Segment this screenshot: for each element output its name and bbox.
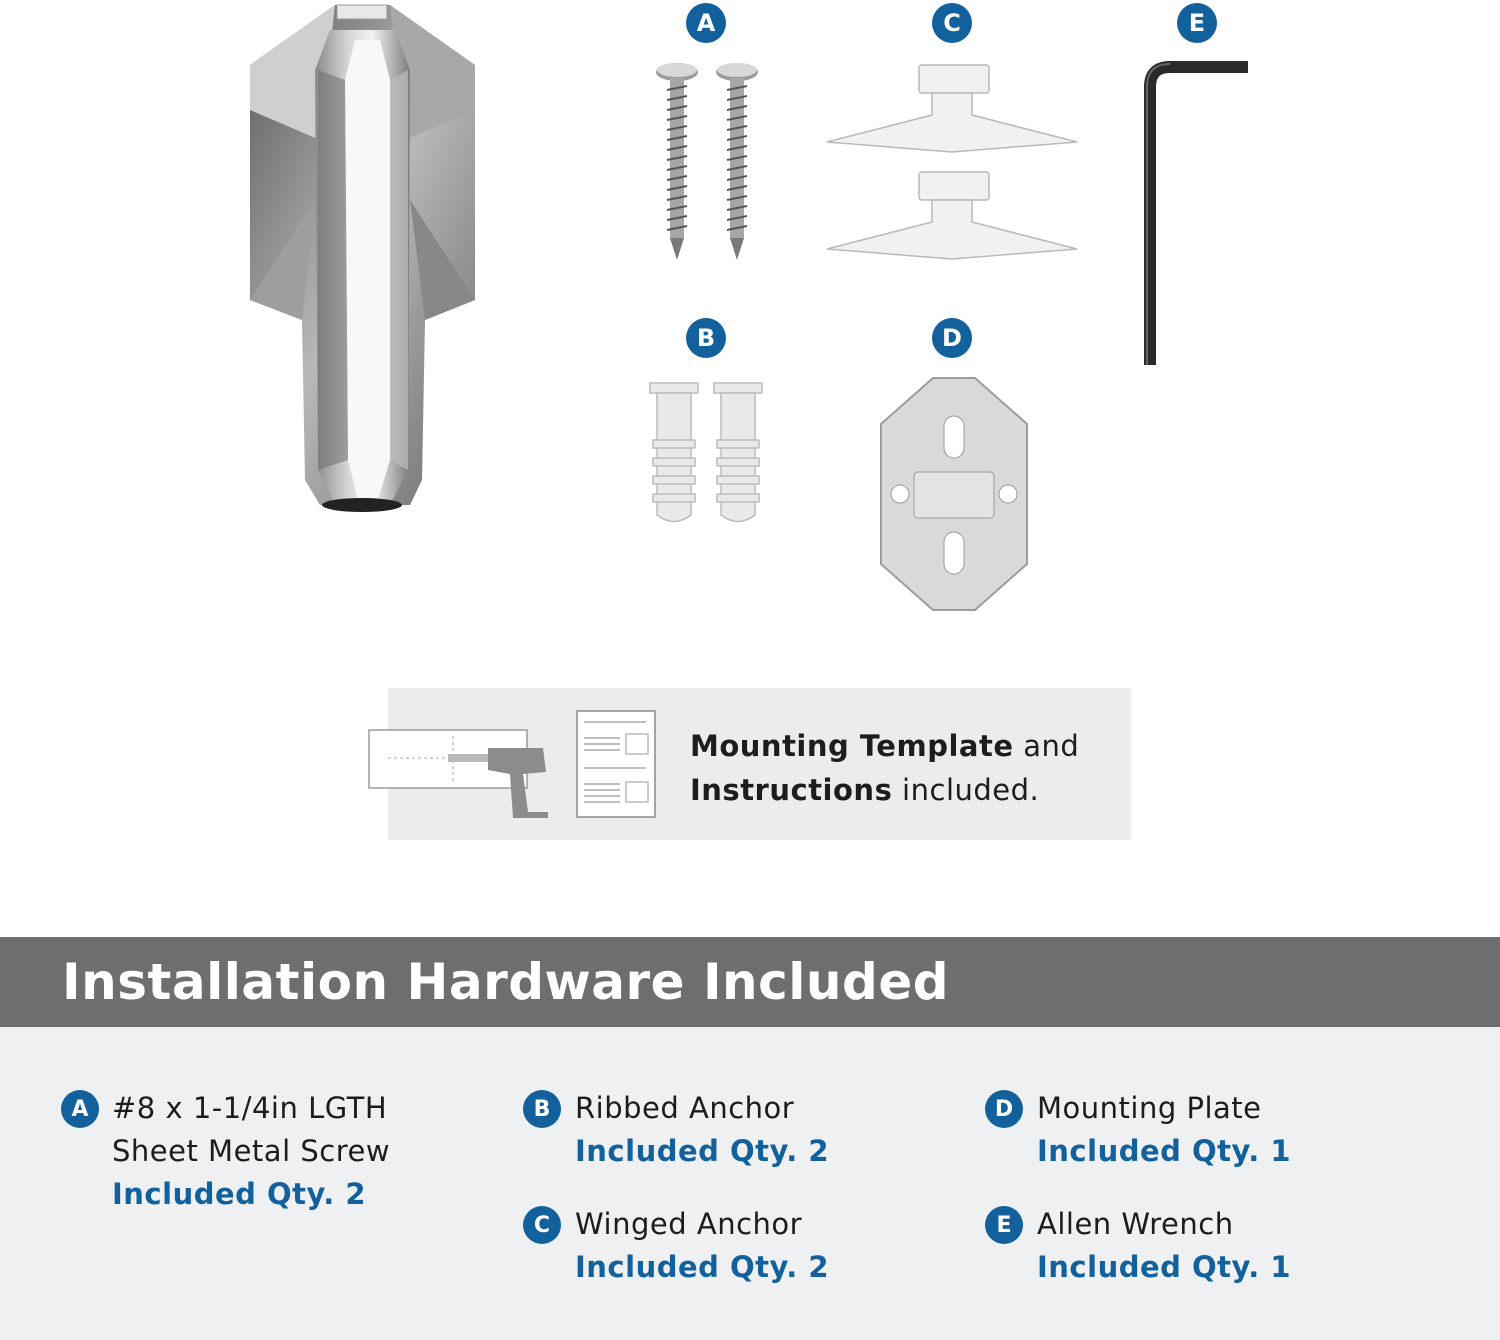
- item-name: Mounting Plate: [1037, 1091, 1262, 1125]
- item-name-line-1: #8 x 1-1/4in LGTH: [112, 1091, 388, 1125]
- template-note: [690, 724, 1110, 812]
- item-qty: Included Qty. 2: [575, 1134, 830, 1168]
- allen-wrench-image: [1140, 55, 1255, 370]
- item-qty: Included Qty. 1: [1037, 1134, 1292, 1168]
- section-title: Installation Hardware Included: [62, 953, 950, 1011]
- drill-icon: [368, 712, 553, 822]
- item-name: Ribbed Anchor: [575, 1091, 795, 1125]
- screw-image: [650, 60, 765, 265]
- part-badge-b: B: [686, 318, 726, 358]
- list-badge-a: A: [61, 1090, 99, 1128]
- list-item-screw: [112, 1087, 390, 1216]
- list-item-allen-wrench: [1037, 1203, 1291, 1289]
- instructions-document-icon: [576, 710, 658, 820]
- part-badge-c: C: [932, 3, 972, 43]
- item-name: Allen Wrench: [1037, 1207, 1234, 1241]
- ribbed-anchor-image: [645, 380, 767, 530]
- template-text-2: included.: [892, 773, 1040, 807]
- mounting-plate-image: [878, 376, 1030, 612]
- list-badge-c: C: [523, 1206, 561, 1244]
- list-item-mounting-plate: [1037, 1087, 1291, 1173]
- item-name-line-2: Sheet Metal Screw: [112, 1134, 391, 1168]
- winged-anchor-image: [822, 60, 1082, 265]
- template-bold-2: Instructions: [690, 773, 893, 807]
- list-item-winged-anchor: [575, 1203, 829, 1289]
- part-badge-d: D: [932, 318, 972, 358]
- template-bold-1: Mounting Template: [690, 729, 1014, 763]
- list-badge-e: E: [985, 1206, 1023, 1244]
- item-name: Winged Anchor: [575, 1207, 803, 1241]
- item-qty: Included Qty. 1: [1037, 1250, 1292, 1284]
- item-qty: Included Qty. 2: [575, 1250, 830, 1284]
- item-qty: Included Qty. 2: [112, 1177, 367, 1211]
- template-text-1: and: [1013, 729, 1080, 763]
- list-badge-b: B: [523, 1090, 561, 1128]
- part-badge-a: A: [686, 3, 726, 43]
- list-item-ribbed-anchor: [575, 1087, 829, 1173]
- robe-hook-image: [240, 0, 485, 520]
- part-badge-e: E: [1177, 3, 1217, 43]
- list-badge-d: D: [985, 1090, 1023, 1128]
